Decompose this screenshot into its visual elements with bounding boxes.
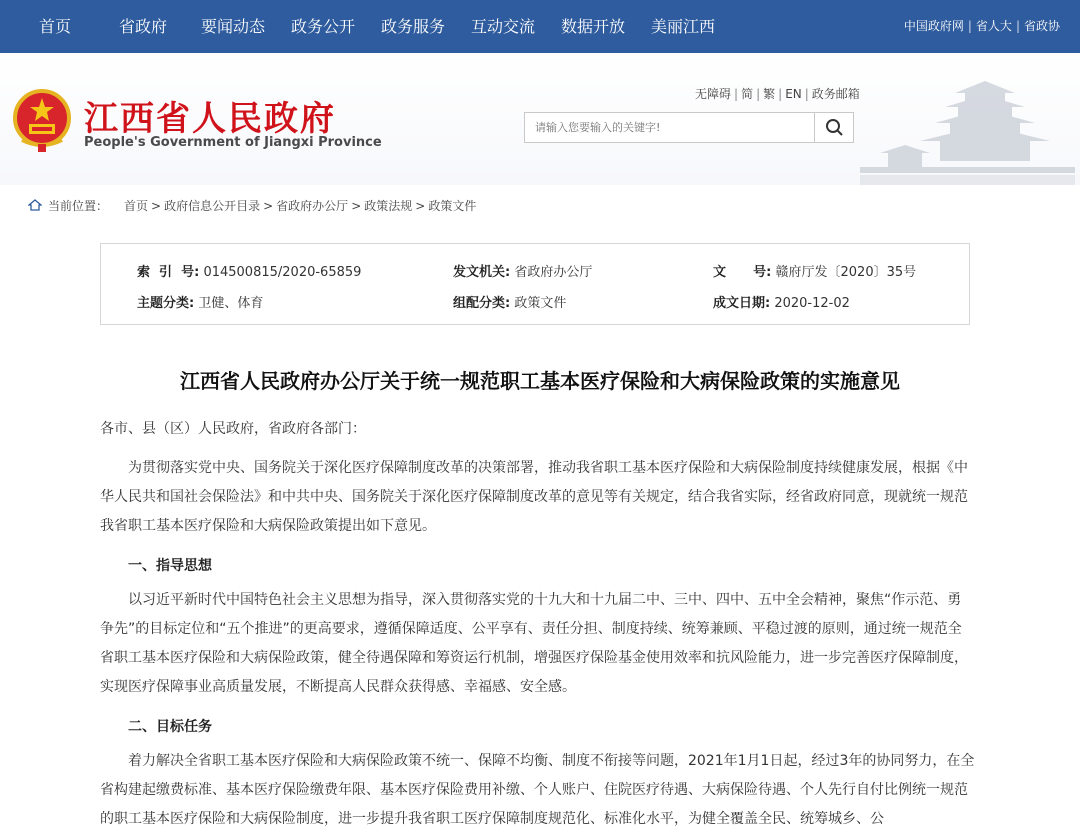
- meta-category: [453, 292, 566, 311]
- separator: |: [778, 87, 783, 101]
- document-meta-table: [100, 243, 970, 325]
- meta-topic-value: 卫健、体育: [198, 296, 264, 311]
- document-title: 江西省人民政府办公厅关于统一规范职工基本医疗保险和大病保险政策的实施意见: [180, 369, 900, 393]
- search-icon: [815, 113, 853, 142]
- section-heading-guiding-thought: 一、指导思想: [128, 558, 212, 574]
- chevron-right-icon: >: [351, 199, 362, 213]
- meta-docno-label: 文 号:: [713, 265, 772, 280]
- breadcrumb-item-home[interactable]: 首页: [124, 199, 149, 213]
- link-traditional[interactable]: 繁: [763, 87, 776, 101]
- top-nav-bar: [0, 0, 1080, 53]
- document-salutation: 各市、县（区）人民政府，省政府各部门：: [100, 421, 366, 437]
- separator: |: [756, 87, 761, 101]
- pavilion-illustration: [860, 63, 1075, 185]
- nav-item-home[interactable]: 首页: [39, 17, 72, 36]
- separator: |: [1015, 19, 1020, 33]
- breadcrumb-item-policy-documents[interactable]: 政策文件: [428, 199, 477, 213]
- document-paragraph-goals: 着力解决全省职工基本医疗保险和大病保险政策不统一、保障不均衡、制度不衔接等问题，2021年1月1日起，经过3年的协同努力，在全省构建起缴费标准、基本医疗保险缴费年限、基本医疗保险费用补缴、个人账户、住院医疗待遇、大病保险待遇、个人先行自付比例统一规范的职工基本医疗保险和大病保险制度，进一步提升我省职工医疗保障制度规范化、标准化水平，为健全覆盖全民、统筹城乡、公: [100, 753, 975, 827]
- link-gov-mailbox[interactable]: 政务邮箱: [811, 87, 860, 101]
- link-provincial-cppcc[interactable]: 省政协: [1023, 19, 1060, 33]
- utility-links: [695, 85, 860, 102]
- chevron-right-icon: >: [151, 199, 162, 213]
- meta-category-label: 组配分类:: [453, 296, 511, 311]
- document-paragraph-intro: 为贯彻落实党中央、国务院关于深化医疗保障制度改革的决策部署，推动我省职工基本医疗保险和大病保险制度持续健康发展，根据《中华人民共和国社会保险法》和中共中央、国务院关于深化医疗保障制度改革的意见等有关规定，结合我省实际，经省政府同意，现就统一规范我省职工基本医疗保险和大病保险政策提出如下意见。: [100, 460, 968, 534]
- document-paragraph-guiding-thought: 以习近平新时代中国特色社会主义思想为指导，深入贯彻落实党的十九大和十九届二中、三中、四中、五中全会精神，聚焦“作示范、勇争先”的目标定位和“五个推进”的更高要求，遵循保障适度、公平享有、责任分担、制度持续、统筹兼顾、平稳过渡的原则，通过统一规范全省职工基本医疗保险和大病保险政策，健全待遇保障和筹资运行机制，增强医疗保险基金使用效率和抗风险能力，进一步完善医疗保障制度，实现医疗保障事业高质量发展，不断提高人民群众获得感、幸福感、安全感。: [100, 592, 968, 695]
- nav-item-gov-affairs-open[interactable]: 政务公开: [291, 17, 356, 36]
- chevron-right-icon: >: [263, 199, 274, 213]
- breadcrumb-item-policy-regulations[interactable]: 政策法规: [364, 199, 413, 213]
- link-provincial-congress[interactable]: 省人大: [975, 19, 1012, 33]
- meta-index-value: 014500815/2020-65859: [203, 265, 362, 280]
- meta-docno: [713, 261, 916, 280]
- separator: |: [967, 19, 972, 33]
- home-icon: [28, 199, 42, 211]
- meta-date-label: 成文日期:: [713, 296, 771, 311]
- section-heading-goals: 二、目标任务: [128, 719, 212, 735]
- search-box: [524, 112, 854, 143]
- nav-item-gov-service[interactable]: 政务服务: [381, 17, 446, 36]
- link-english[interactable]: EN: [785, 87, 802, 101]
- nav-item-interaction[interactable]: 互动交流: [471, 17, 536, 36]
- separator: |: [734, 87, 739, 101]
- meta-category-value: 政策文件: [514, 296, 567, 311]
- site-title[interactable]: 江西省人民政府: [84, 99, 336, 139]
- meta-docno-value: 赣府厅发〔2020〕35号: [775, 265, 917, 280]
- chevron-right-icon: >: [415, 199, 426, 213]
- nav-item-open-data[interactable]: 数据开放: [561, 17, 626, 36]
- meta-index: [137, 261, 361, 280]
- search-button[interactable]: [814, 113, 853, 142]
- content-area: [10, 185, 1070, 830]
- separator: |: [804, 87, 809, 101]
- link-simplified[interactable]: 简: [741, 87, 754, 101]
- meta-date: [713, 292, 850, 311]
- meta-issuer-value: 省政府办公厅: [514, 265, 593, 280]
- meta-topic-label: 主题分类:: [137, 296, 195, 311]
- meta-index-label: 索 引 号:: [137, 265, 200, 280]
- search-input[interactable]: [525, 113, 815, 142]
- nav-item-province-gov[interactable]: 省政府: [119, 17, 168, 36]
- meta-date-value: 2020-12-02: [774, 296, 850, 311]
- meta-issuer-label: 发文机关:: [453, 265, 511, 280]
- site-subtitle: People's Government of Jiangxi Province: [84, 135, 382, 150]
- link-accessibility[interactable]: 无障碍: [695, 87, 732, 101]
- site-header: [0, 53, 1080, 185]
- breadcrumb-item-info-catalog[interactable]: 政府信息公开目录: [164, 199, 261, 213]
- breadcrumb: [28, 197, 476, 214]
- top-right-links: [904, 0, 1060, 53]
- national-emblem-icon: [12, 88, 72, 154]
- meta-issuer: [453, 261, 592, 280]
- nav-item-news[interactable]: 要闻动态: [201, 17, 266, 36]
- nav-item-beautiful-jiangxi[interactable]: 美丽江西: [651, 17, 716, 36]
- link-china-gov[interactable]: 中国政府网: [903, 19, 964, 33]
- breadcrumb-item-general-office[interactable]: 省政府办公厅: [276, 199, 349, 213]
- meta-topic: [137, 292, 263, 311]
- breadcrumb-label: 当前位置：: [48, 199, 109, 213]
